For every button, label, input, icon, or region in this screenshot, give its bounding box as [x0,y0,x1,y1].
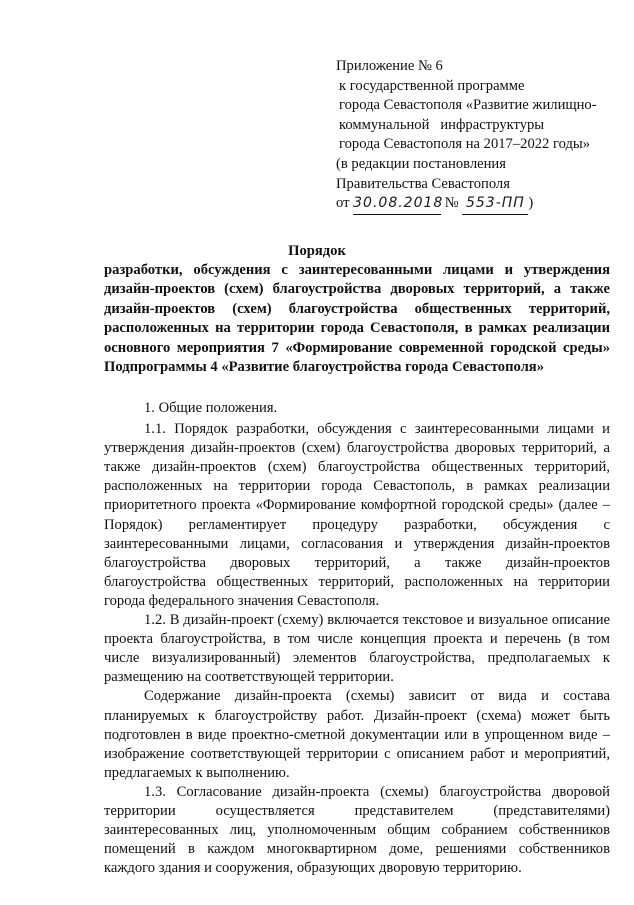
paragraph: Содержание дизайн-проекта (схемы) зависит от вида и состава планируемых к благоустройству работ. Дизайн-проект (схема) может быть подготовлен в виде проектно-сметной документации или в упрощенном виде – изображение соответствующей территории с описанием работ и мероприятий, предлагаемых к выполнению. [104,688,610,781]
handwritten-date: 30.08.2018 [353,194,441,215]
document-body [104,399,610,878]
section-heading: 1. Общие положения. [144,400,278,416]
appendix-line: Правительства Севастополя [336,175,510,192]
handwritten-number: 553-ПП [462,194,528,215]
appendix-line: к государственной программе [339,77,525,94]
appendix-line: города Севастополя «Развитие жилищно- [339,97,597,114]
paragraph: 1.3. Согласование дизайн-проекта (схемы) благоустройства дворовой территории осуществляется представителем (представителями) заинтересованных лиц, уполномоченным общим собранием собственников помещений в каждом многоквартирном доме, решениями собственников каждого здания и сооружения, образующих дворовую территорию. [104,783,610,877]
appendix-number: Приложение № 6 [336,58,443,74]
appendix-line: коммунальной инфраструктуры [339,116,545,133]
closing-paren: ) [528,195,534,212]
appendix-header [336,57,626,215]
paragraph: 1.2. В дизайн-проект (схему) включается текстовое и визуальное описание проекта благоустройства, в том числе концепция проекта и перечень (в том числе визуализированный) элементов благоустройства, предполагаемых к размещению на соответствующей территории. [104,612,610,686]
appendix-line: (в редакции постановления [336,155,506,172]
appendix-line: города Севастополя на 2017–2022 годы» [339,136,591,153]
document-title: Порядок [288,243,346,259]
resolution-reference [336,194,626,215]
number-label: № [444,195,459,212]
document-subtitle: разработки, обсуждения с заинтересованными лицами и утверждения дизайн-проектов (схем) благоустройства дворовых территорий, а также дизайн-проектов (схем) благоустройства общественных территорий, расположенных на территории города Севастополя, в рамках реализации основного мероприятия 7 «Формирование современной городской среды» Подпрограммы 4 «Развитие благоустройства города Севастополя» [104,262,610,376]
paragraph: 1.1. Порядок разработки, обсуждения с заинтересованными лицами и утверждения дизайн-проектов (схем) благоустройства дворовых территорий, а также дизайн-проектов (схем) благоустройства общественных территорий, расположенных на территории города Севастополь, в рамках реализации приоритетного проекта «Формирование комфортной городской среды» (далее – Порядок) регламентирует процедуру разработки, обсуждения с заинтересованными лицами, согласования и утверждения дизайн-проектов благоустройства дворовых территорий, а также дизайн-проектов благоустройства общественных территорий, расположенных на территории города федерального значения Севастополя. [104,421,610,609]
from-label: от [336,195,350,212]
